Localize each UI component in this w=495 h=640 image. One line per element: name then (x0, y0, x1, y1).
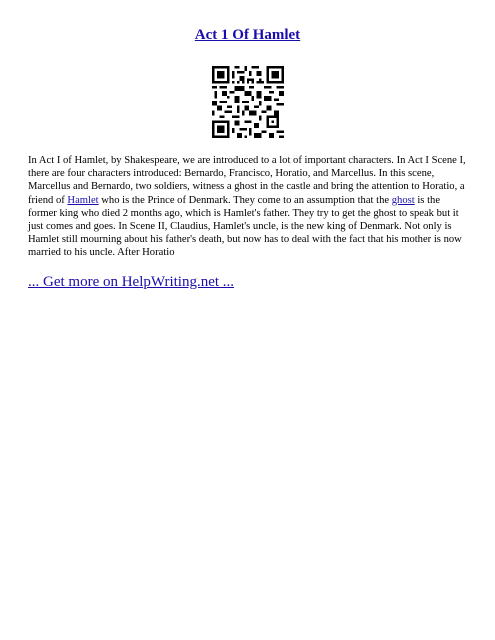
get-more-link[interactable]: ... Get more on HelpWriting.net ... (28, 274, 235, 290)
qr-code-icon (212, 66, 284, 138)
qr-code-graphic (212, 66, 284, 138)
excerpt-text-part2: who is the Prince of Denmark. They come to an assumption that the (98, 194, 392, 206)
excerpt-text-part3: is the former king who died 2 months ago, which is Hamlet's father. They try to get the ghost to speak but it just comes and goes. In Scene II, Claudius, Hamlet's uncle, is the new king of Denmark. Not only is Hamlet still mourning about his father's death, but now has to deal with the fact that his mother is now married to his uncle. After Horatio (28, 194, 462, 259)
ghost-link[interactable]: ghost (391, 194, 415, 206)
hamlet-link[interactable]: Hamlet (67, 194, 99, 206)
essay-excerpt (28, 154, 468, 260)
excerpt-text-part1: In Act I of Hamlet, by Shakespeare, we are introduced to a lot of important characters. In Act I Scene I, there are four characters introduced: Bernardo, Francisco, Horatio, and Marcellus. In this scene, Marcellus and Bernardo, two soldiers, witness a ghost in the castle and bring the attention to Horatio, a friend of (28, 155, 466, 206)
page-title-link[interactable]: Act 1 Of Hamlet (194, 27, 301, 43)
